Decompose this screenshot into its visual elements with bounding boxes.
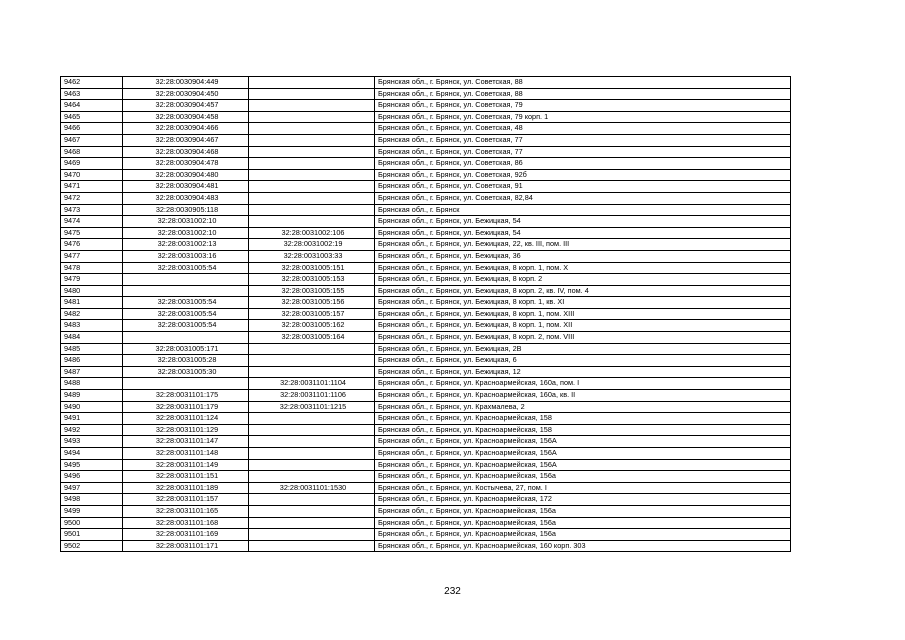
table-row [61,77,791,89]
address-cell: Брянская обл., г. Брянск, ул. Советская, 88 [375,88,791,100]
object-cadastral-number-cell [249,459,375,471]
land-cadastral-number-cell: 32:28:0031101:151 [123,471,249,483]
object-cadastral-number-cell: 32:28:0031005:156 [249,297,375,309]
row-number-cell: 9482 [61,308,123,320]
row-number-cell: 9494 [61,448,123,460]
address-cell: Брянская обл., г. Брянск, ул. Бежицкая, 8 корп. 1, пом. XIII [375,308,791,320]
land-cadastral-number-cell: 32:28:0030904:450 [123,88,249,100]
object-cadastral-number-cell [249,436,375,448]
row-number-cell: 9495 [61,459,123,471]
object-cadastral-number-cell [249,355,375,367]
address-cell: Брянская обл., г. Брянск, ул. Советская, 92б [375,169,791,181]
row-number-cell: 9479 [61,274,123,286]
land-cadastral-number-cell: 32:28:0031101:165 [123,505,249,517]
land-cadastral-number-cell: 32:28:0031005:30 [123,366,249,378]
land-cadastral-number-cell: 32:28:0031005:54 [123,320,249,332]
object-cadastral-number-cell: 32:28:0031005:151 [249,262,375,274]
object-cadastral-number-cell [249,424,375,436]
object-cadastral-number-cell [249,192,375,204]
address-cell: Брянская обл., г. Брянск, ул. Бежицкая, 2В [375,343,791,355]
table-row [61,436,791,448]
table-row [61,540,791,552]
object-cadastral-number-cell [249,169,375,181]
row-number-cell: 9474 [61,216,123,228]
address-cell: Брянская обл., г. Брянск, ул. Красноармейская, 158 [375,413,791,425]
row-number-cell: 9463 [61,88,123,100]
land-cadastral-number-cell: 32:28:0031101:171 [123,540,249,552]
table-row [61,216,791,228]
table-row [61,494,791,506]
object-cadastral-number-cell [249,448,375,460]
table-row [61,471,791,483]
row-number-cell: 9462 [61,77,123,89]
object-cadastral-number-cell [249,366,375,378]
object-cadastral-number-cell [249,505,375,517]
row-number-cell: 9467 [61,134,123,146]
land-cadastral-number-cell: 32:28:0030904:478 [123,158,249,170]
table-row [61,88,791,100]
object-cadastral-number-cell: 32:28:0031101:1106 [249,390,375,402]
table-row [61,505,791,517]
object-cadastral-number-cell [249,77,375,89]
row-number-cell: 9499 [61,505,123,517]
address-cell: Брянская обл., г. Брянск, ул. Бежицкая, 54 [375,227,791,239]
object-cadastral-number-cell [249,517,375,529]
object-cadastral-number-cell: 32:28:0031005:157 [249,308,375,320]
address-cell: Брянская обл., г. Брянск, ул. Советская, 48 [375,123,791,135]
row-number-cell: 9484 [61,332,123,344]
land-cadastral-number-cell: 32:28:0031101:124 [123,413,249,425]
row-number-cell: 9470 [61,169,123,181]
address-cell: Брянская обл., г. Брянск, ул. Советская, 77 [375,134,791,146]
land-cadastral-number-cell: 32:28:0030904:466 [123,123,249,135]
row-number-cell: 9472 [61,192,123,204]
table-row [61,343,791,355]
land-cadastral-number-cell: 32:28:0031005:54 [123,308,249,320]
address-cell: Брянская обл., г. Брянск, ул. Бежицкая, 22, кв. III, пом. III [375,239,791,251]
row-number-cell: 9469 [61,158,123,170]
address-cell: Брянская обл., г. Брянск, ул. Бежицкая, 8 корп. 2, пом. VIII [375,332,791,344]
land-cadastral-number-cell [123,378,249,390]
table-row [61,227,791,239]
table-row [61,517,791,529]
row-number-cell: 9468 [61,146,123,158]
land-cadastral-number-cell: 32:28:0031101:168 [123,517,249,529]
land-cadastral-number-cell: 32:28:0031101:175 [123,390,249,402]
table-row [61,424,791,436]
row-number-cell: 9465 [61,111,123,123]
land-cadastral-number-cell: 32:28:0031101:157 [123,494,249,506]
address-cell: Брянская обл., г. Брянск, ул. Красноармейская, 160а, пом. I [375,378,791,390]
address-cell: Брянская обл., г. Брянск, ул. Красноармейская, 156А [375,459,791,471]
object-cadastral-number-cell [249,343,375,355]
address-cell: Брянская обл., г. Брянск, ул. Советская, 79 корп. 1 [375,111,791,123]
address-cell: Брянская обл., г. Брянск, ул. Советская, 91 [375,181,791,193]
object-cadastral-number-cell [249,216,375,228]
table-row [61,111,791,123]
row-number-cell: 9473 [61,204,123,216]
row-number-cell: 9502 [61,540,123,552]
table-row [61,401,791,413]
row-number-cell: 9487 [61,366,123,378]
table-row [61,158,791,170]
row-number-cell: 9477 [61,250,123,262]
object-cadastral-number-cell: 32:28:0031002:19 [249,239,375,251]
land-cadastral-number-cell: 32:28:0030905:118 [123,204,249,216]
table-row [61,239,791,251]
table-row [61,169,791,181]
row-number-cell: 9466 [61,123,123,135]
address-cell: Брянская обл., г. Брянск, ул. Бежицкая, 8 корп. 1, кв. XI [375,297,791,309]
land-cadastral-number-cell: 32:28:0031005:28 [123,355,249,367]
row-number-cell: 9490 [61,401,123,413]
land-cadastral-number-cell: 32:28:0031101:148 [123,448,249,460]
row-number-cell: 9476 [61,239,123,251]
land-cadastral-number-cell: 32:28:0031002:10 [123,216,249,228]
object-cadastral-number-cell [249,88,375,100]
land-cadastral-number-cell: 32:28:0030904:480 [123,169,249,181]
land-cadastral-number-cell: 32:28:0030904:467 [123,134,249,146]
object-cadastral-number-cell: 32:28:0031003:33 [249,250,375,262]
land-cadastral-number-cell: 32:28:0030904:457 [123,100,249,112]
row-number-cell: 9483 [61,320,123,332]
address-cell: Брянская обл., г. Брянск, ул. Бежицкая, 8 корп. 1, пом. XII [375,320,791,332]
object-cadastral-number-cell: 32:28:0031002:106 [249,227,375,239]
object-cadastral-number-cell [249,181,375,193]
object-cadastral-number-cell [249,123,375,135]
address-cell: Брянская обл., г. Брянск, ул. Бежицкая, 6 [375,355,791,367]
row-number-cell: 9493 [61,436,123,448]
object-cadastral-number-cell: 32:28:0031005:164 [249,332,375,344]
address-cell: Брянская обл., г. Брянск, ул. Бежицкая, 36 [375,250,791,262]
land-cadastral-number-cell: 32:28:0030904:458 [123,111,249,123]
address-cell: Брянская обл., г. Брянск, ул. Бежицкая, 12 [375,366,791,378]
address-cell: Брянская обл., г. Брянск, ул. Красноармейская, 156а [375,505,791,517]
address-cell: Брянская обл., г. Брянск [375,204,791,216]
object-cadastral-number-cell: 32:28:0031005:153 [249,274,375,286]
row-number-cell: 9497 [61,482,123,494]
land-cadastral-number-cell: 32:28:0031101:129 [123,424,249,436]
row-number-cell: 9496 [61,471,123,483]
row-number-cell: 9486 [61,355,123,367]
table-row [61,378,791,390]
land-cadastral-number-cell: 32:28:0031101:147 [123,436,249,448]
object-cadastral-number-cell [249,540,375,552]
address-cell: Брянская обл., г. Брянск, ул. Красноармейская, 156а [375,529,791,541]
table-row [61,459,791,471]
address-cell: Брянская обл., г. Брянск, ул. Красноармейская, 156а [375,517,791,529]
land-cadastral-number-cell: 32:28:0031002:10 [123,227,249,239]
land-cadastral-number-cell: 32:28:0031005:171 [123,343,249,355]
row-number-cell: 9478 [61,262,123,274]
object-cadastral-number-cell: 32:28:0031005:162 [249,320,375,332]
land-cadastral-number-cell: 32:28:0031005:54 [123,262,249,274]
row-number-cell: 9492 [61,424,123,436]
address-cell: Брянская обл., г. Брянск, ул. Бежицкая, 8 корп. 2 [375,274,791,286]
object-cadastral-number-cell [249,100,375,112]
object-cadastral-number-cell [249,204,375,216]
table-row [61,123,791,135]
table-row [61,332,791,344]
address-cell: Брянская обл., г. Брянск, ул. Красноармейская, 160а, кв. II [375,390,791,402]
object-cadastral-number-cell [249,134,375,146]
land-cadastral-number-cell: 32:28:0031101:179 [123,401,249,413]
address-cell: Брянская обл., г. Брянск, ул. Бежицкая, 54 [375,216,791,228]
table-row [61,181,791,193]
object-cadastral-number-cell: 32:28:0031101:1215 [249,401,375,413]
row-number-cell: 9501 [61,529,123,541]
row-number-cell: 9498 [61,494,123,506]
row-number-cell: 9481 [61,297,123,309]
object-cadastral-number-cell: 32:28:0031005:155 [249,285,375,297]
land-cadastral-number-cell: 32:28:0031101:169 [123,529,249,541]
object-cadastral-number-cell [249,146,375,158]
table-row [61,297,791,309]
land-cadastral-number-cell [123,285,249,297]
table-row [61,285,791,297]
address-cell: Брянская обл., г. Брянск, ул. Советская, 88 [375,77,791,89]
address-cell: Брянская обл., г. Брянск, ул. Красноармейская, 156а [375,471,791,483]
land-cadastral-number-cell: 32:28:0031002:13 [123,239,249,251]
address-cell: Брянская обл., г. Брянск, ул. Крахмалева, 2 [375,401,791,413]
object-cadastral-number-cell [249,111,375,123]
address-cell: Брянская обл., г. Брянск, ул. Бежицкая, 8 корп. 1, пом. X [375,262,791,274]
land-cadastral-number-cell: 32:28:0030904:483 [123,192,249,204]
object-cadastral-number-cell [249,413,375,425]
object-cadastral-number-cell [249,494,375,506]
row-number-cell: 9480 [61,285,123,297]
address-cell: Брянская обл., г. Брянск, ул. Красноармейская, 156А [375,436,791,448]
address-cell: Брянская обл., г. Брянск, ул. Советская, 86 [375,158,791,170]
table-row [61,274,791,286]
object-cadastral-number-cell [249,158,375,170]
page-number: 232 [444,586,461,597]
object-cadastral-number-cell [249,529,375,541]
row-number-cell: 9464 [61,100,123,112]
table-row [61,529,791,541]
table-row [61,448,791,460]
row-number-cell: 9475 [61,227,123,239]
address-cell: Брянская обл., г. Брянск, ул. Красноармейская, 160 корп. 303 [375,540,791,552]
table-row [61,146,791,158]
address-cell: Брянская обл., г. Брянск, ул. Красноармейская, 158 [375,424,791,436]
address-cell: Брянская обл., г. Брянск, ул. Красноармейская, 172 [375,494,791,506]
table-row [61,355,791,367]
address-cell: Брянская обл., г. Брянск, ул. Советская, 79 [375,100,791,112]
land-cadastral-number-cell: 32:28:0031003:16 [123,250,249,262]
row-number-cell: 9488 [61,378,123,390]
table-row [61,192,791,204]
land-cadastral-number-cell: 32:28:0030904:481 [123,181,249,193]
land-cadastral-number-cell [123,332,249,344]
table-row [61,366,791,378]
land-cadastral-number-cell: 32:28:0031101:189 [123,482,249,494]
table-row [61,320,791,332]
table-row [61,390,791,402]
table-row [61,308,791,320]
object-cadastral-number-cell [249,471,375,483]
address-cell: Брянская обл., г. Брянск, ул. Красноармейская, 156А [375,448,791,460]
table-row [61,250,791,262]
land-cadastral-number-cell: 32:28:0030904:468 [123,146,249,158]
row-number-cell: 9489 [61,390,123,402]
land-cadastral-number-cell [123,274,249,286]
land-cadastral-number-cell: 32:28:0030904:449 [123,77,249,89]
table-row [61,100,791,112]
registry-table [60,76,791,552]
row-number-cell: 9500 [61,517,123,529]
row-number-cell: 9485 [61,343,123,355]
table-row [61,262,791,274]
address-cell: Брянская обл., г. Брянск, ул. Бежицкая, 8 корп. 2, кв. IV, пом. 4 [375,285,791,297]
row-number-cell: 9471 [61,181,123,193]
row-number-cell: 9491 [61,413,123,425]
object-cadastral-number-cell: 32:28:0031101:1104 [249,378,375,390]
land-cadastral-number-cell: 32:28:0031005:54 [123,297,249,309]
land-cadastral-number-cell: 32:28:0031101:149 [123,459,249,471]
table-row [61,413,791,425]
address-cell: Брянская обл., г. Брянск, ул. Советская, 77 [375,146,791,158]
address-cell: Брянская обл., г. Брянск, ул. Костычева, 27, пом. I [375,482,791,494]
table-row [61,482,791,494]
table-row [61,134,791,146]
object-cadastral-number-cell: 32:28:0031101:1530 [249,482,375,494]
table-row [61,204,791,216]
address-cell: Брянская обл., г. Брянск, ул. Советская, 82,84 [375,192,791,204]
registry-table-body [61,77,791,552]
